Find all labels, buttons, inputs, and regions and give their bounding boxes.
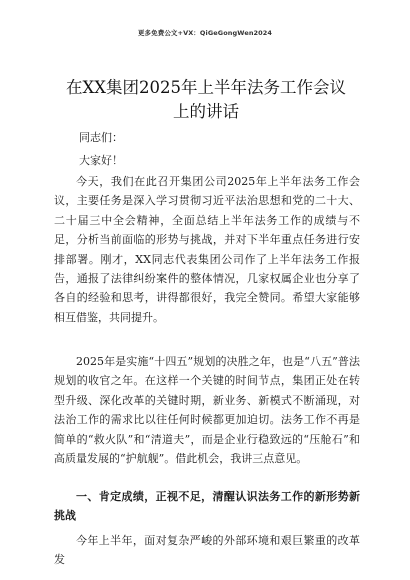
- section-heading-1: 一、肯定成绩，正视不足，清醒认识法务工作的新形势新挑战: [54, 490, 360, 523]
- paragraph-section1-start: 今年上半年，面对复杂严峻的外部环境和艰巨繁重的改革发: [54, 534, 360, 567]
- paragraph-context: 2025年是实施“十四五”规划的决胜之年，也是“八五”普法规划的收官之年。在这样一个关键的时间节点，集团正处在转型升级、深化改革的关键时期，新业务、新模式不断涌现，对法治工作的需求比以往任何时候都更加迫切。法务工作不再是简单的“救火队”和“清道夫”，而是企业行稳致远的“压舱石”和高质量发展的“护航舰”。借此机会，我讲三点意见。: [54, 355, 360, 466]
- greeting-everyone: 大家好！: [79, 154, 123, 167]
- header-watermark: 更多免费公文+VX：QiGeGongWen2024: [137, 29, 273, 37]
- greeting-comrades: 同志们：: [79, 131, 123, 144]
- paragraph-opening: 今天，我们在此召开集团公司2025年上半年法务工作会议，主要任务是深入学习贯彻习近平法治思想和党的二十大、二十届三中全会精神，全面总结上半年法务工作的成绩与不足，分析当前面临的形势与挑战，并对下半年重点任务进行安排部署。刚才，XX同志代表集团公司作了上半年法务工作报告，通报了法律纠纷案件的整体情况，几家权属企业也分享了各自的经验和思考，讲得都很好，我完全赞同。希望大家能够相互借鉴，共同提升。: [54, 175, 360, 324]
- document-title: 在XX集团2025年上半年法务工作会议上的讲话: [66, 78, 346, 121]
